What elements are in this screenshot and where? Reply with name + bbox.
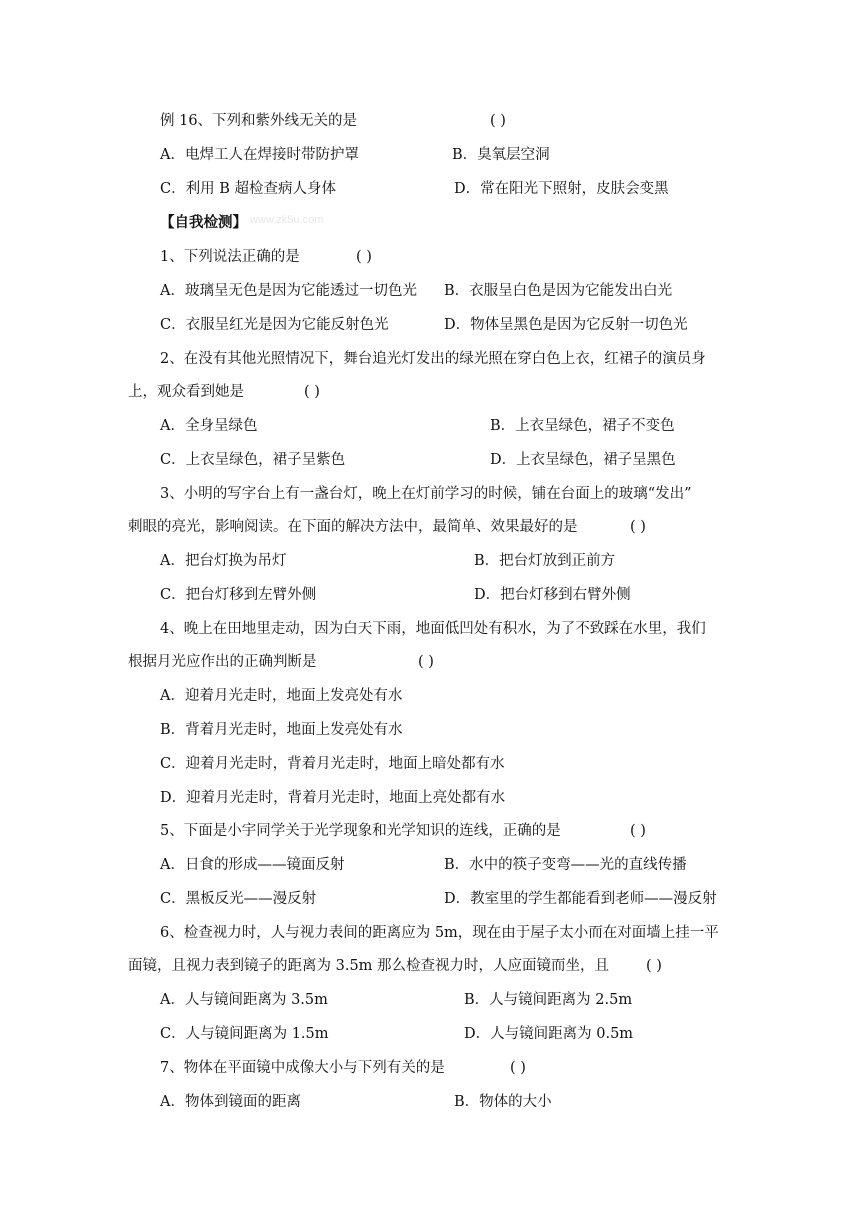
q6-option-c: C．人与镜间距离为 1.5m: [160, 1026, 329, 1042]
watermark-text: www.zk5u.com: [250, 214, 324, 226]
q5-paren: ( ): [630, 823, 646, 839]
q1-paren: ( ): [356, 249, 372, 265]
q5-stem: 5、下面是小宇同学关于光学现象和光学知识的连线，正确的是: [160, 823, 561, 839]
q16-option-d: D．常在阳光下照射，皮肤会变黑: [454, 181, 669, 197]
q1-stem: 1、下列说法正确的是: [160, 249, 300, 265]
q7-stem: 7、物体在平面镜中成像大小与下列有关的是: [160, 1060, 445, 1076]
q4-stem-line1: 4、晚上在田地里走动，因为白天下雨，地面低凹处有积水，为了不致踩在水里，我们: [160, 621, 706, 637]
q3-paren: ( ): [630, 519, 646, 535]
q6-option-b: B．人与镜间距离为 2.5m: [464, 992, 633, 1008]
q6-stem-line1: 6、检查视力时，人与视力表间的距离应为 5m，现在由于屋子太小而在对面墙上挂一平: [160, 925, 719, 941]
q6-stem-line2: 面镜，且视力表到镜子的距离为 3.5m 那么检查视力时，人应面镜而坐，且: [128, 958, 610, 974]
q3-option-b: B．把台灯放到正前方: [474, 553, 616, 569]
q3-option-c: C．把台灯移到左臂外侧: [160, 587, 317, 603]
q7-paren: ( ): [510, 1060, 526, 1076]
q16-paren: ( ): [490, 113, 506, 129]
q2-stem-line2: 上，观众看到她是: [128, 384, 244, 400]
q2-paren: ( ): [304, 384, 320, 400]
q1-option-a: A．玻璃呈无色是因为它能透过一切色光: [160, 283, 417, 299]
section-title: 【自我检测】: [160, 214, 247, 231]
q16-option-b: B．臭氧层空洞: [452, 147, 550, 163]
q5-option-d: D．教室里的学生都能看到老师——漫反射: [444, 891, 717, 907]
q4-option-a: A．迎着月光走时，地面上发亮处有水: [160, 688, 403, 704]
q16-stem: 例 16、下列和紫外线无关的是: [160, 113, 358, 129]
q4-paren: ( ): [418, 654, 434, 670]
q3-option-d: D．把台灯移到右臂外侧: [474, 587, 631, 603]
q4-option-b: B．背着月光走时，地面上发亮处有水: [160, 722, 403, 738]
q4-stem-line2: 根据月光应作出的正确判断是: [128, 654, 317, 670]
q3-stem-line1: 3、小明的写字台上有一盏台灯，晚上在灯前学习的时候，铺在台面上的玻璃“发出”: [160, 486, 692, 502]
q6-paren: ( ): [646, 958, 662, 974]
q2-option-a: A．全身呈绿色: [160, 418, 258, 434]
q6-option-a: A．人与镜间距离为 3.5m: [160, 992, 328, 1008]
q3-option-a: A．把台灯换为吊灯: [160, 553, 287, 569]
q3-stem-line2: 刺眼的亮光，影响阅读。在下面的解决方法中，最简单、效果最好的是: [128, 519, 578, 535]
q2-option-b: B．上衣呈绿色，裙子不变色: [490, 418, 675, 434]
q4-option-d: D．迎着月光走时，背着月光走时，地面上亮处都有水: [160, 790, 506, 806]
q16-option-a: A．电焊工人在焊接时带防护罩: [160, 147, 359, 163]
q5-option-c: C．黑板反光——漫反射: [160, 891, 317, 907]
q16-option-c: C．利用 B 超检查病人身体: [160, 181, 336, 197]
q5-option-a: A．日食的形成——镜面反射: [160, 857, 345, 873]
q1-option-b: B．衣服呈白色是因为它能发出白光: [444, 283, 673, 299]
q1-option-d: D．物体呈黑色是因为它反射一切色光: [444, 317, 688, 333]
q7-option-b: B．物体的大小: [454, 1094, 552, 1110]
q6-option-d: D．人与镜间距离为 0.5m: [464, 1026, 634, 1042]
q7-option-a: A．物体到镜面的距离: [160, 1094, 301, 1110]
q5-option-b: B．水中的筷子变弯——光的直线传播: [444, 857, 687, 873]
q4-option-c: C．迎着月光走时，背着月光走时，地面上暗处都有水: [160, 756, 505, 772]
q2-option-d: D．上衣呈绿色，裙子呈黑色: [490, 452, 676, 468]
q2-option-c: C．上衣呈绿色，裙子呈紫色: [160, 452, 346, 468]
q2-stem-line1: 2、在没有其他光照情况下，舞台追光灯发出的绿光照在穿白色上衣，红裙子的演员身: [160, 351, 706, 367]
q1-option-c: C．衣服呈红光是因为它能反射色光: [160, 317, 389, 333]
